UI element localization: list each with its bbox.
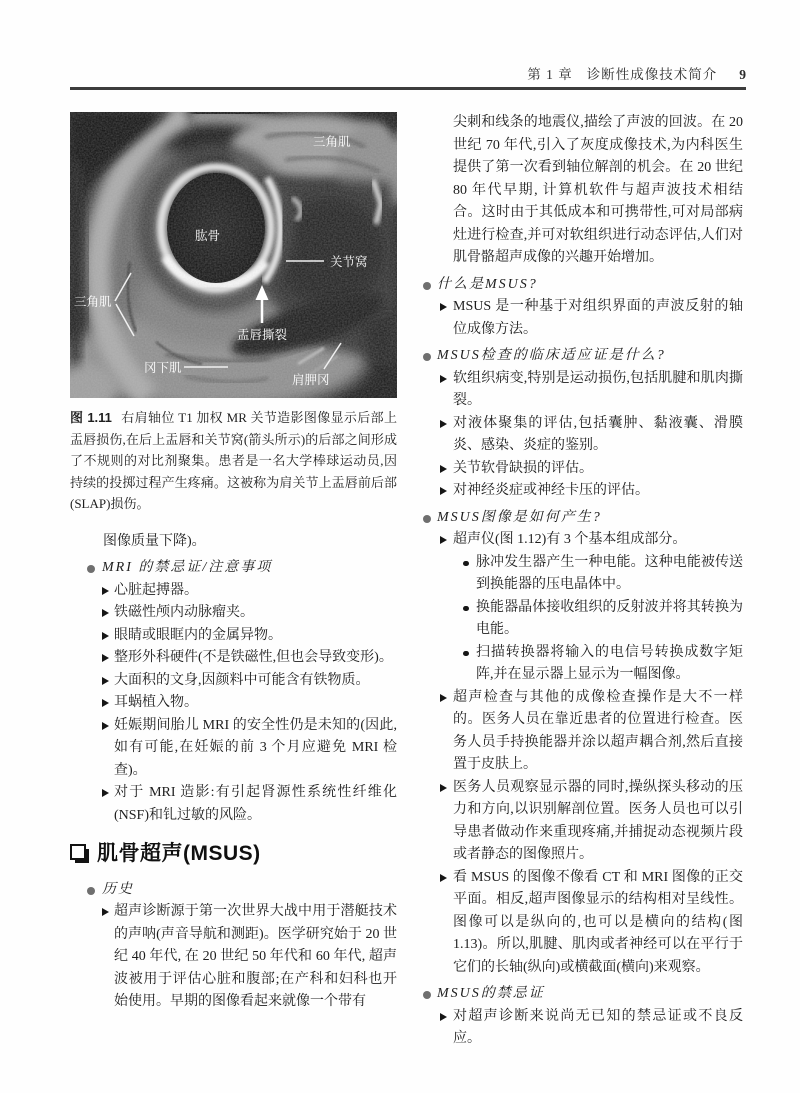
triangle-bullet-icon: [102, 654, 109, 662]
triangle-bullet-icon: [440, 420, 447, 428]
list-item: 对超声诊断来说尚无已知的禁忌证或不良反应。: [412, 1006, 743, 1051]
sub-list-item: 脉冲发生器产生一种电能。这种电能被传送到换能器的压电晶体中。: [412, 552, 743, 597]
triangle-bullet-icon: [102, 587, 109, 595]
triangle-bullet-icon: [102, 609, 109, 617]
chapter-number: 第 1 章: [527, 67, 573, 82]
circle-bullet-icon: [423, 991, 431, 999]
bullet-heading-how-produced: MSUS图像是如何产生?: [412, 507, 743, 530]
bullet-heading-what-is-msus: 什么是MSUS?: [412, 274, 743, 297]
figure-caption-label: 图 1.11: [70, 410, 112, 425]
bullet-heading-indications: MSUS检查的临床适应证是什么?: [412, 345, 743, 368]
triangle-bullet-icon: [440, 694, 447, 702]
sub-bullet-icon: [463, 651, 469, 657]
list-item: 大面积的文身,因颜料中可能含有铁物质。: [70, 670, 397, 693]
list-item: MSUS 是一种基于对组织界面的声波反射的轴位成像方法。: [412, 296, 743, 341]
list-item: 对液体聚集的评估,包括囊肿、黏液囊、滑膜炎、感染、炎症的鉴别。: [412, 413, 743, 458]
list-item: 心脏起搏器。: [70, 580, 397, 603]
list-item: 超声检查与其他的成像检查操作是大不一样的。医务人员在靠近患者的位置进行检查。医务人员手持换能器并涂以超声耦合剂,然后直接置于皮肤上。: [412, 687, 743, 777]
list-item: 对神经炎症或神经卡压的评估。: [412, 480, 743, 503]
chapter-title: 诊断性成像技术简介: [586, 67, 718, 82]
sub-bullet-icon: [463, 561, 469, 567]
triangle-bullet-icon: [440, 375, 447, 383]
list-item: 关节软骨缺损的评估。: [412, 458, 743, 481]
circle-bullet-icon: [87, 565, 95, 573]
circle-bullet-icon: [423, 515, 431, 523]
list-item: 医务人员观察显示器的同时,操纵探头移动的压力和方向,以识别解剖位置。医务人员也可以引导患者做动作来重现疼痛,并捕捉动态视频片段或者静态的图像照片。: [412, 777, 743, 867]
mri-image: [70, 112, 397, 398]
triangle-bullet-icon: [102, 699, 109, 707]
list-item: 眼睛或眼眶内的金属异物。: [70, 625, 397, 648]
label-scapular-spine: 肩胛冈: [292, 373, 330, 387]
label-deltoid-top: 三角肌: [313, 135, 351, 149]
triangle-bullet-icon: [102, 722, 109, 730]
paragraph-continuation: 尖刺和线条的地震仪,描绘了声波的回波。在 20 世纪 70 年代,引入了灰度成像技术,为内科医生提供了第一次看到轴位解剖的机会。在 20 世纪 80 年代早期, 计算机软件与超声波技术相结合。这时由于其低成本和可携带性,可对局部病灶进行检查,并可对软组织进行动态评估,人们对肌骨骼超声成像的兴趣开始增加。: [453, 115, 743, 265]
triangle-bullet-icon: [440, 465, 447, 473]
mri-figure: [70, 112, 397, 398]
left-column: [70, 112, 397, 1014]
triangle-bullet-icon: [440, 303, 447, 311]
section-heading-msus: 肌骨超声(MSUS): [70, 843, 397, 866]
triangle-bullet-icon: [440, 784, 447, 792]
running-head: [70, 63, 746, 83]
label-deltoid-left: 三角肌: [74, 295, 112, 309]
sub-bullet-icon: [463, 606, 469, 612]
triangle-bullet-icon: [440, 487, 447, 495]
circle-bullet-icon: [423, 282, 431, 290]
list-item: 超声诊断源于第一次世界大战中用于潜艇技术的声呐(声音导航和测距)。医学研究始于 20 世纪 40 年代, 在 20 世纪 50 年代和 60 年代, 超声波被用于评估心脏和腹部;在产科和妇科也开始使用。早期的图像看起来就像一个带有: [70, 901, 397, 1014]
label-humerus: 肱骨: [195, 229, 221, 243]
list-item: 整形外科硬件(不是铁磁性,但也会导致变形)。: [70, 647, 397, 670]
triangle-bullet-icon: [440, 1013, 447, 1021]
triangle-bullet-icon: [440, 874, 447, 882]
triangle-bullet-icon: [102, 908, 109, 916]
label-labral-tear: 盂唇撕裂: [237, 328, 288, 342]
figure-caption: [70, 407, 397, 515]
sub-list-item: 换能器晶体接收组织的反射波并将其转换为电能。: [412, 597, 743, 642]
triangle-bullet-icon: [102, 677, 109, 685]
triangle-bullet-icon: [102, 632, 109, 640]
paragraph-continuation: 图像质量下降)。: [103, 533, 206, 549]
list-item: 铁磁性颅内动脉瘤夹。: [70, 602, 397, 625]
circle-bullet-icon: [423, 353, 431, 361]
triangle-bullet-icon: [102, 789, 109, 797]
page-number: 9: [739, 67, 746, 82]
bullet-heading-contraindications: MSUS的禁忌证: [412, 983, 743, 1006]
list-item: 超声仪(图 1.12)有 3 个基本组成部分。: [412, 529, 743, 552]
bullet-heading-history: 历史: [70, 879, 397, 902]
list-item: 软组织病变,特别是运动损伤,包括肌腱和肌肉撕裂。: [412, 368, 743, 413]
list-item: 对于 MRI 造影:有引起肾源性系统性纤维化(NSF)和钆过敏的风险。: [70, 782, 397, 827]
sub-list-item: 扫描转换器将输入的电信号转换成数字矩阵,并在显示器上显示为一幅图像。: [412, 642, 743, 687]
label-infraspinatus: 冈下肌: [144, 361, 182, 375]
right-column: [412, 112, 743, 1051]
bullet-heading-mri-contraindications: MRI 的禁忌证/注意事项: [70, 557, 397, 580]
triangle-bullet-icon: [440, 536, 447, 544]
circle-bullet-icon: [87, 887, 95, 895]
label-glenoid: 关节窝: [330, 255, 368, 269]
list-item: 耳蜗植入物。: [70, 692, 397, 715]
figure-caption-text: 右肩轴位 T1 加权 MR 关节造影图像显示后部上盂唇损伤,在后上盂唇和关节窝(箭头所示)的后部之间形成了不规则的对比剂聚集。患者是一名大学棒球运动员,因持续的投掷过程产生疼痛。这被称为肩关节上盂唇前后部(SLAP)损伤。: [70, 410, 397, 511]
header-rule: [70, 87, 746, 90]
list-item: 妊娠期间胎儿 MRI 的安全性仍是未知的(因此,如有可能,在妊娠的前 3 个月应避免 MRI 检查)。: [70, 715, 397, 783]
section-square-icon: [70, 844, 86, 860]
list-item: 看 MSUS 的图像不像看 CT 和 MRI 图像的正交平面。相反,超声图像显示的结构相对呈线性。图像可以是纵向的,也可以是横向的结构(图 1.13)。所以,肌腱、肌肉或者神经可以在平行于它们的长轴(纵向)或横截面(横向)来观察。: [412, 867, 743, 980]
